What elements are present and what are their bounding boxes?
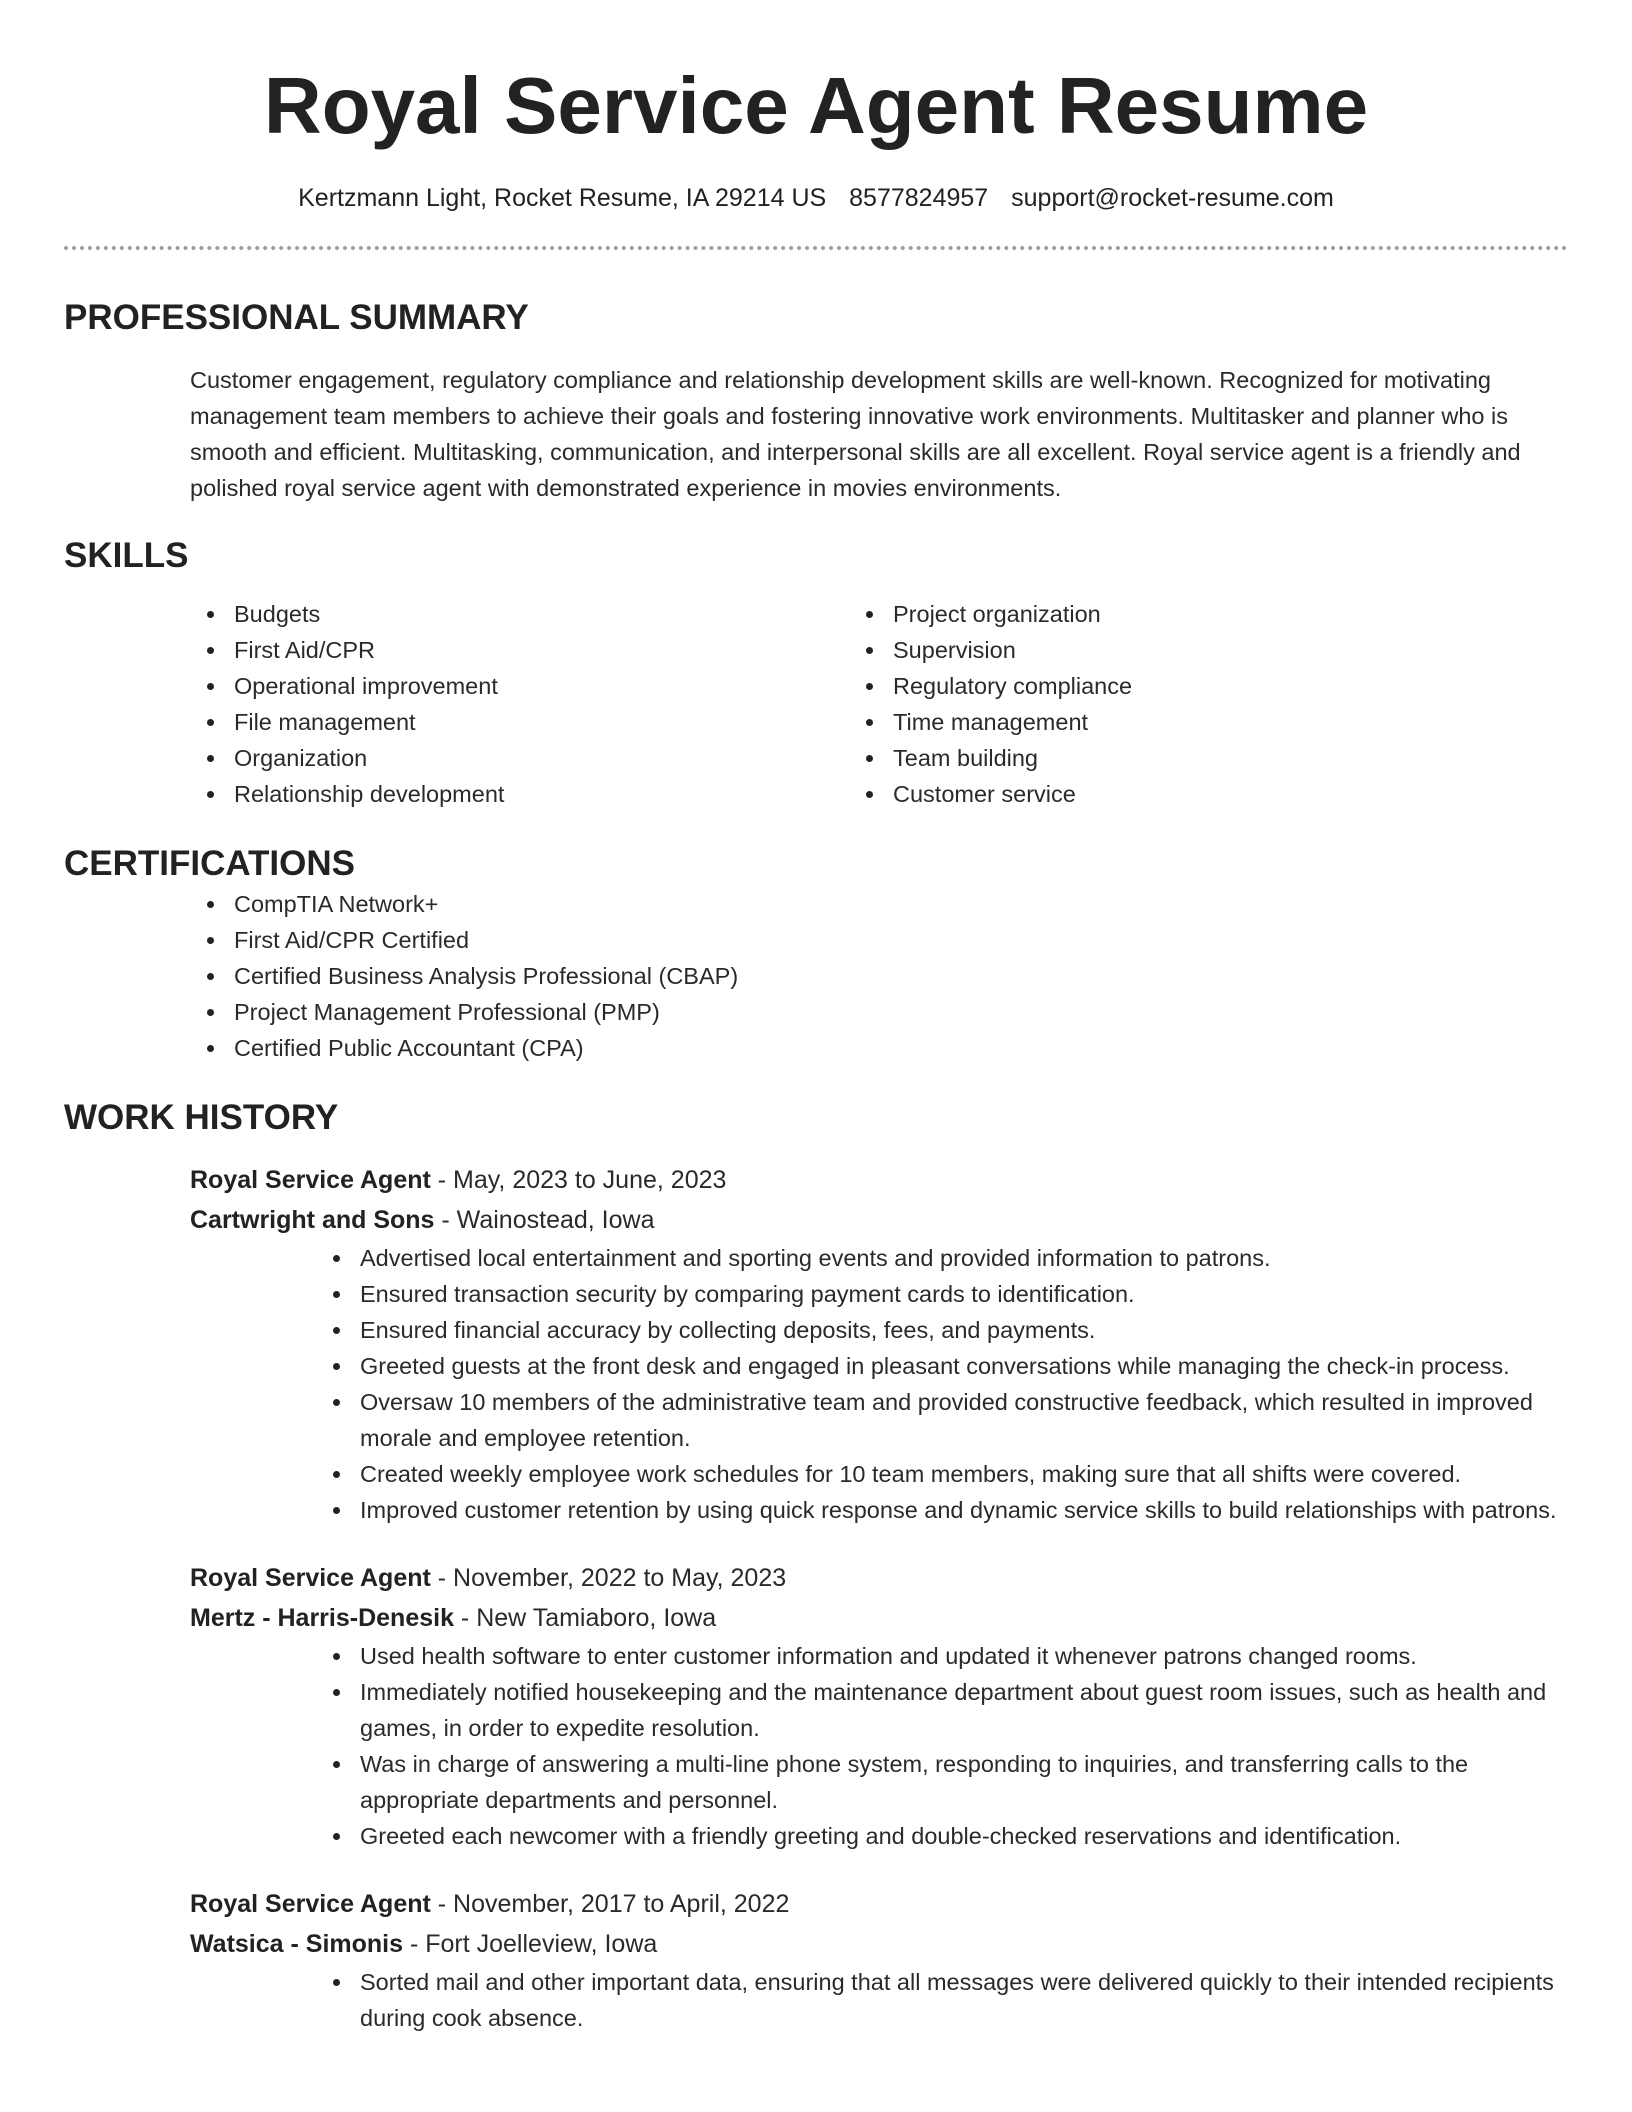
job-role: Royal Service Agent <box>190 1166 431 1194</box>
certifications-list <box>64 886 1568 1066</box>
job-dates: - November, 2017 to April, 2022 <box>430 1890 790 1918</box>
certification-item: Project Management Professional (PMP) <box>64 994 1568 1030</box>
job-bullet: Sorted mail and other important data, ensuring that all messages were delivered quickly to their intended recipients during cook absence. <box>190 1964 1568 2036</box>
skill-item: Team building <box>744 740 1424 776</box>
job-company-line <box>190 1200 1568 1240</box>
job-dates: - November, 2022 to May, 2023 <box>430 1564 787 1592</box>
job-bullet: Ensured financial accuracy by collecting deposits, fees, and payments. <box>190 1312 1568 1348</box>
summary-section <box>64 296 1568 506</box>
job-location: - Fort Joelleview, Iowa <box>403 1930 658 1958</box>
skill-item: Relationship development <box>64 776 744 812</box>
skill-item: First Aid/CPR <box>64 632 744 668</box>
skill-item: Regulatory compliance <box>744 668 1424 704</box>
job-bullets <box>190 1638 1568 1854</box>
contact-email: support@rocket-resume.com <box>1011 184 1334 212</box>
skill-item: Customer service <box>744 776 1424 812</box>
job-entry <box>190 1884 1568 2036</box>
certification-item: Certified Business Analysis Professional (CBAP) <box>64 958 1568 994</box>
job-bullet: Improved customer retention by using quick response and dynamic service skills to build relationships with patrons. <box>190 1492 1568 1528</box>
header-divider <box>64 246 1568 250</box>
skills-column-right <box>744 596 1424 812</box>
job-company-line <box>190 1924 1568 1964</box>
job-company: Mertz - Harris-Denesik <box>190 1604 454 1632</box>
skill-item: Project organization <box>744 596 1424 632</box>
job-company-line <box>190 1598 1568 1638</box>
job-role-line <box>190 1884 1568 1924</box>
resume-page <box>64 0 1568 2036</box>
job-role-line <box>190 1558 1568 1598</box>
job-bullet: Oversaw 10 members of the administrative team and provided constructive feedback, which resulted in improved morale and employee retention. <box>190 1384 1568 1456</box>
job-bullet: Greeted each newcomer with a friendly greeting and double-checked reservations and identification. <box>190 1818 1568 1854</box>
work-history-section <box>64 1096 1568 2036</box>
job-role: Royal Service Agent <box>190 1564 431 1592</box>
job-bullet: Ensured transaction security by comparing payment cards to identification. <box>190 1276 1568 1312</box>
skills-section <box>64 534 1568 812</box>
job-bullets <box>190 1240 1568 1528</box>
certifications-section <box>64 842 1568 1066</box>
skills-grid <box>64 596 1568 812</box>
job-bullets <box>190 1964 1568 2036</box>
skills-heading: SKILLS <box>64 536 189 575</box>
certification-item: First Aid/CPR Certified <box>64 922 1568 958</box>
job-bullet: Greeted guests at the front desk and engaged in pleasant conversations while managing the check-in process. <box>190 1348 1568 1384</box>
job-bullet: Created weekly employee work schedules for 10 team members, making sure that all shifts were covered. <box>190 1456 1568 1492</box>
contact-address: Kertzmann Light, Rocket Resume, IA 29214 US <box>298 184 827 212</box>
contact-line <box>64 182 1568 214</box>
skill-item: Operational improvement <box>64 668 744 704</box>
skill-item: Budgets <box>64 596 744 632</box>
job-bullet: Immediately notified housekeeping and the maintenance department about guest room issues, such as health and games, in order to expedite resolution. <box>190 1674 1568 1746</box>
summary-text: Customer engagement, regulatory compliance and relationship development skills are well-known. Recognized for motivating management team members to achieve their goals and fostering innovative work environments. Multitasker and planner who is smooth and efficient. Multitasking, communication, and interpersonal skills are all excellent. Royal service agent is a friendly and polished royal service agent with demonstrated experience in movies environments. <box>190 367 1521 501</box>
work-history-heading: WORK HISTORY <box>64 1098 339 1137</box>
resume-title: Royal Service Agent Resume <box>263 61 1369 150</box>
certifications-heading: CERTIFICATIONS <box>64 844 356 883</box>
certification-item: Certified Public Accountant (CPA) <box>64 1030 1568 1066</box>
skill-item: Organization <box>64 740 744 776</box>
job-company: Cartwright and Sons <box>190 1206 435 1234</box>
skills-column-left <box>64 596 744 812</box>
job-location: - Wainostead, Iowa <box>434 1206 655 1234</box>
job-role-line <box>190 1160 1568 1200</box>
job-bullet: Was in charge of answering a multi-line phone system, responding to inquiries, and transferring calls to the appropriate departments and personnel. <box>190 1746 1568 1818</box>
job-entry <box>190 1160 1568 1528</box>
job-entry <box>190 1558 1568 1854</box>
job-location: - New Tamiaboro, Iowa <box>453 1604 717 1632</box>
job-company: Watsica - Simonis <box>190 1930 404 1958</box>
job-bullet: Advertised local entertainment and sporting events and provided information to patrons. <box>190 1240 1568 1276</box>
certification-item: CompTIA Network+ <box>64 886 1568 922</box>
skill-item: Time management <box>744 704 1424 740</box>
job-dates: - May, 2023 to June, 2023 <box>430 1166 727 1194</box>
job-bullet: Used health software to enter customer information and updated it whenever patrons changed rooms. <box>190 1638 1568 1674</box>
job-role: Royal Service Agent <box>190 1890 431 1918</box>
skill-item: File management <box>64 704 744 740</box>
skill-item: Supervision <box>744 632 1424 668</box>
summary-heading: PROFESSIONAL SUMMARY <box>64 298 529 337</box>
contact-phone: 8577824957 <box>849 184 989 212</box>
